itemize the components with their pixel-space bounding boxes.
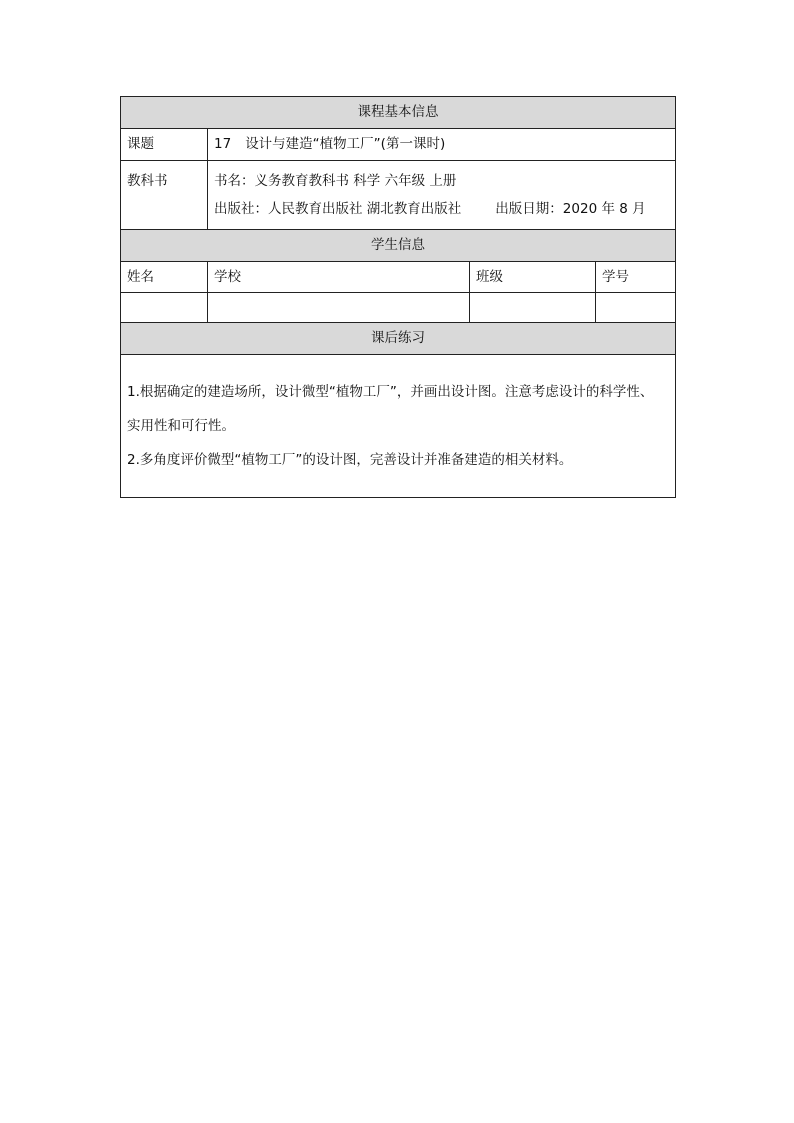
student-id-label: 学号 — [596, 262, 676, 293]
publisher: 出版社：人民教育出版社 湖北教育出版社 — [214, 200, 462, 217]
student-id-field[interactable] — [596, 293, 676, 323]
school-label: 学校 — [208, 262, 470, 293]
class-label: 班级 — [470, 262, 596, 293]
textbook-label: 教科书 — [127, 172, 168, 189]
publisher-line — [214, 195, 669, 223]
exercise-item-2: 2.多角度评价微型“植物工厂”的设计图，完善设计并准备建造的相关材料。 — [127, 452, 573, 468]
course-info-table — [120, 96, 676, 498]
publication-date: 出版日期：2020 年 8 月 — [495, 200, 646, 217]
textbook-label-cell — [121, 161, 208, 230]
section-header-course-info: 课程基本信息 — [121, 97, 676, 129]
topic-value-cell — [208, 129, 676, 161]
exercise-item-1-line-1: 1.根据确定的建造场所，设计微型“植物工厂”，并画出设计图。注意考虑设计的科学性、 — [127, 384, 654, 400]
section-header-exercises: 课后练习 — [121, 323, 676, 355]
section-header-student-info: 学生信息 — [121, 230, 676, 262]
exercise-item-1-line-2: 实用性和可行性。 — [127, 418, 235, 434]
school-field[interactable] — [208, 293, 470, 323]
topic-number: 17 — [214, 136, 232, 153]
name-label: 姓名 — [121, 262, 208, 293]
name-field[interactable] — [121, 293, 208, 323]
exercises-cell — [121, 355, 676, 498]
topic-title: 设计与建造“植物工厂”(第一课时) — [245, 136, 446, 153]
class-field[interactable] — [470, 293, 596, 323]
textbook-name: 书名：义务教育教科书 科学 六年级 上册 — [214, 172, 457, 189]
textbook-value-cell — [208, 161, 676, 230]
topic-label: 课题 — [121, 129, 208, 161]
